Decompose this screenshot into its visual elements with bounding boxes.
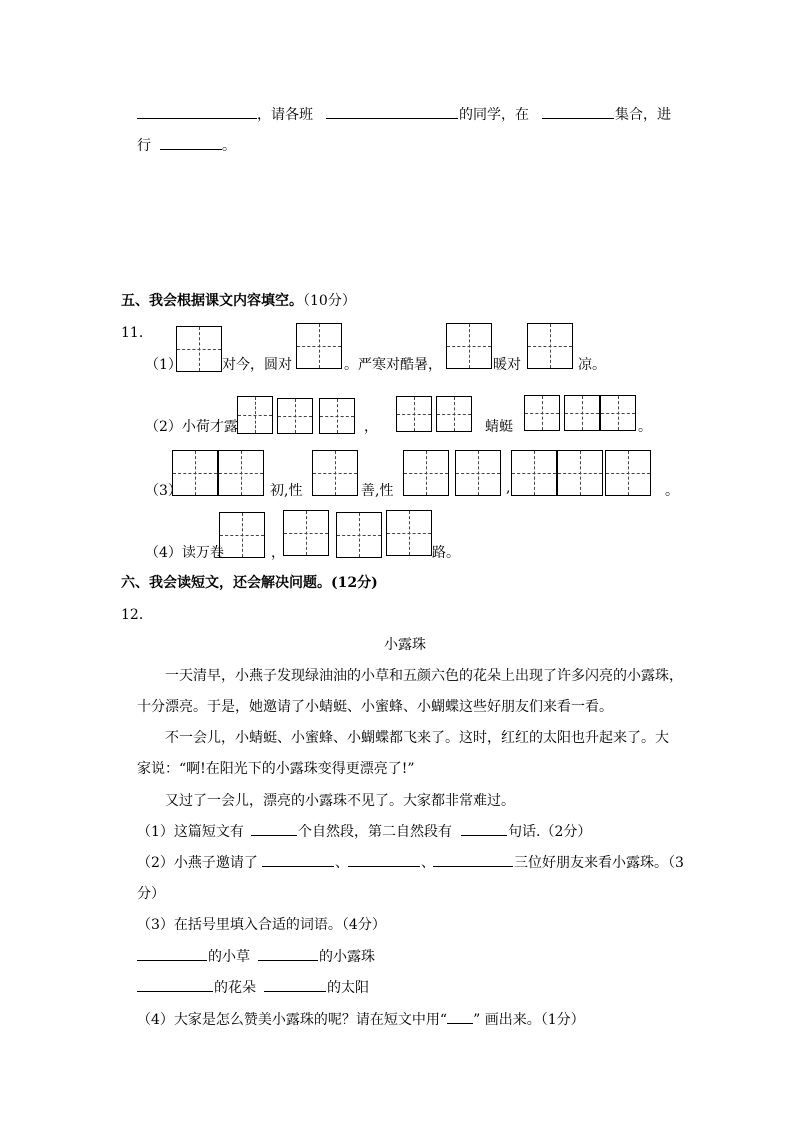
writing-box[interactable] [237, 396, 273, 434]
writing-box[interactable] [336, 512, 382, 558]
blank-line[interactable] [326, 118, 458, 119]
writing-box[interactable] [605, 450, 651, 496]
blank-line[interactable] [251, 835, 297, 836]
text: （4）读万卷 [145, 545, 224, 561]
blank-line[interactable] [137, 991, 213, 992]
question-text: 个自然段，第二自然段有 [298, 824, 452, 840]
question-text: （1）这篇短文有 [137, 824, 244, 840]
question-text: 的小露珠 [319, 949, 375, 965]
writing-box[interactable] [176, 326, 222, 372]
question-text: （4）大家是怎么赞美小露珠的呢？请在短文中用“ ” 画出来。（1分） [137, 1012, 585, 1028]
text: 暖对 [493, 357, 521, 373]
writing-box[interactable] [172, 450, 218, 496]
section-heading: 六、我会读短文，还会解决问题。(12分) [121, 575, 378, 591]
blank-line[interactable] [137, 960, 207, 961]
blank-line[interactable] [137, 118, 257, 119]
text: , [506, 480, 511, 496]
blank-line[interactable] [348, 866, 420, 867]
question-text: 、 [421, 855, 435, 871]
text: （1） [145, 357, 182, 373]
question-text: 、 [335, 855, 349, 871]
writing-box[interactable] [446, 323, 492, 369]
text: 善,性 [361, 483, 394, 499]
question-text: 的太阳 [327, 980, 369, 996]
writing-box[interactable] [557, 450, 603, 496]
text: （3） [145, 483, 182, 499]
passage-text: 一天清早，小燕子发现绿油油的小草和五颜六色的花朵上出现了许多闪亮的小露珠， [165, 668, 683, 684]
writing-box[interactable] [312, 450, 358, 496]
writing-box[interactable] [403, 450, 449, 496]
text: 行 [137, 138, 151, 154]
text: ，请各班 [257, 107, 313, 123]
text: ， [271, 545, 285, 561]
question-text: 的花朵 [214, 980, 256, 996]
writing-box[interactable] [218, 450, 264, 496]
text: 。严寒对酷暑， [344, 357, 442, 373]
writing-box[interactable] [319, 398, 355, 434]
writing-box[interactable] [396, 396, 432, 432]
text: 蜻蜓 [485, 419, 513, 435]
section-heading: 五、我会根据课文内容填空。（10分） [121, 293, 356, 309]
text: 。 [222, 138, 236, 154]
text: 。 [638, 419, 652, 435]
writing-box[interactable] [455, 450, 501, 496]
question-text: 句话.（2分） [508, 824, 592, 840]
question-text: 的小草 [208, 949, 250, 965]
writing-box[interactable] [296, 323, 342, 369]
text: 初,性 [270, 483, 303, 499]
text: ， [364, 419, 378, 435]
blank-line[interactable] [433, 866, 513, 867]
blank-line[interactable] [262, 866, 334, 867]
underline-sample [447, 1011, 473, 1024]
writing-box[interactable] [436, 396, 472, 432]
passage-text: 十分漂亮。于是，她邀请了小蜻蜓、小蜜蜂、小蝴蝶这些好朋友们来看一看。 [137, 699, 613, 715]
writing-box[interactable] [564, 395, 600, 431]
text: （2）小荷才露 [145, 419, 238, 435]
question-text: （2）小燕子邀请了 [137, 855, 258, 871]
question-text: 分） [137, 886, 165, 902]
writing-box[interactable] [283, 510, 329, 556]
writing-box[interactable] [219, 512, 265, 558]
passage-text: 不一会儿，小蜻蜓、小蜜蜂、小蝴蝶都飞来了。这时，红红的太阳也升起来了。大 [165, 730, 669, 746]
question-text: 三位好朋友来看小露珠。（3 [514, 855, 684, 871]
question-text: （3）在括号里填入合适的词语。（4分） [137, 917, 386, 933]
blank-line[interactable] [542, 118, 614, 119]
text: 凉。 [578, 357, 606, 373]
writing-box[interactable] [524, 395, 560, 431]
passage-text: 家说：“啊!在阳光下的小露珠变得更漂亮了!” [137, 761, 415, 777]
text: 。 [665, 483, 679, 499]
text: 路。 [432, 545, 460, 561]
blank-line[interactable] [461, 835, 507, 836]
blank-line[interactable] [264, 991, 326, 992]
text: 的同学，在 [459, 107, 529, 123]
text: 集合，进 [615, 107, 671, 123]
passage-text: 又过了一会儿，漂亮的小露珠不见了。大家都非常难过。 [165, 793, 515, 809]
writing-box[interactable] [511, 450, 557, 496]
text: 对今，圆对 [222, 357, 292, 373]
blank-line[interactable] [258, 960, 318, 961]
writing-box[interactable] [277, 398, 313, 434]
writing-box[interactable] [600, 395, 636, 431]
question-number: 12． [121, 607, 153, 623]
passage-title: 小露珠 [384, 637, 426, 653]
question-number: 11． [121, 325, 153, 341]
writing-box[interactable] [386, 510, 432, 556]
writing-box[interactable] [527, 323, 573, 369]
blank-line[interactable] [160, 149, 222, 150]
